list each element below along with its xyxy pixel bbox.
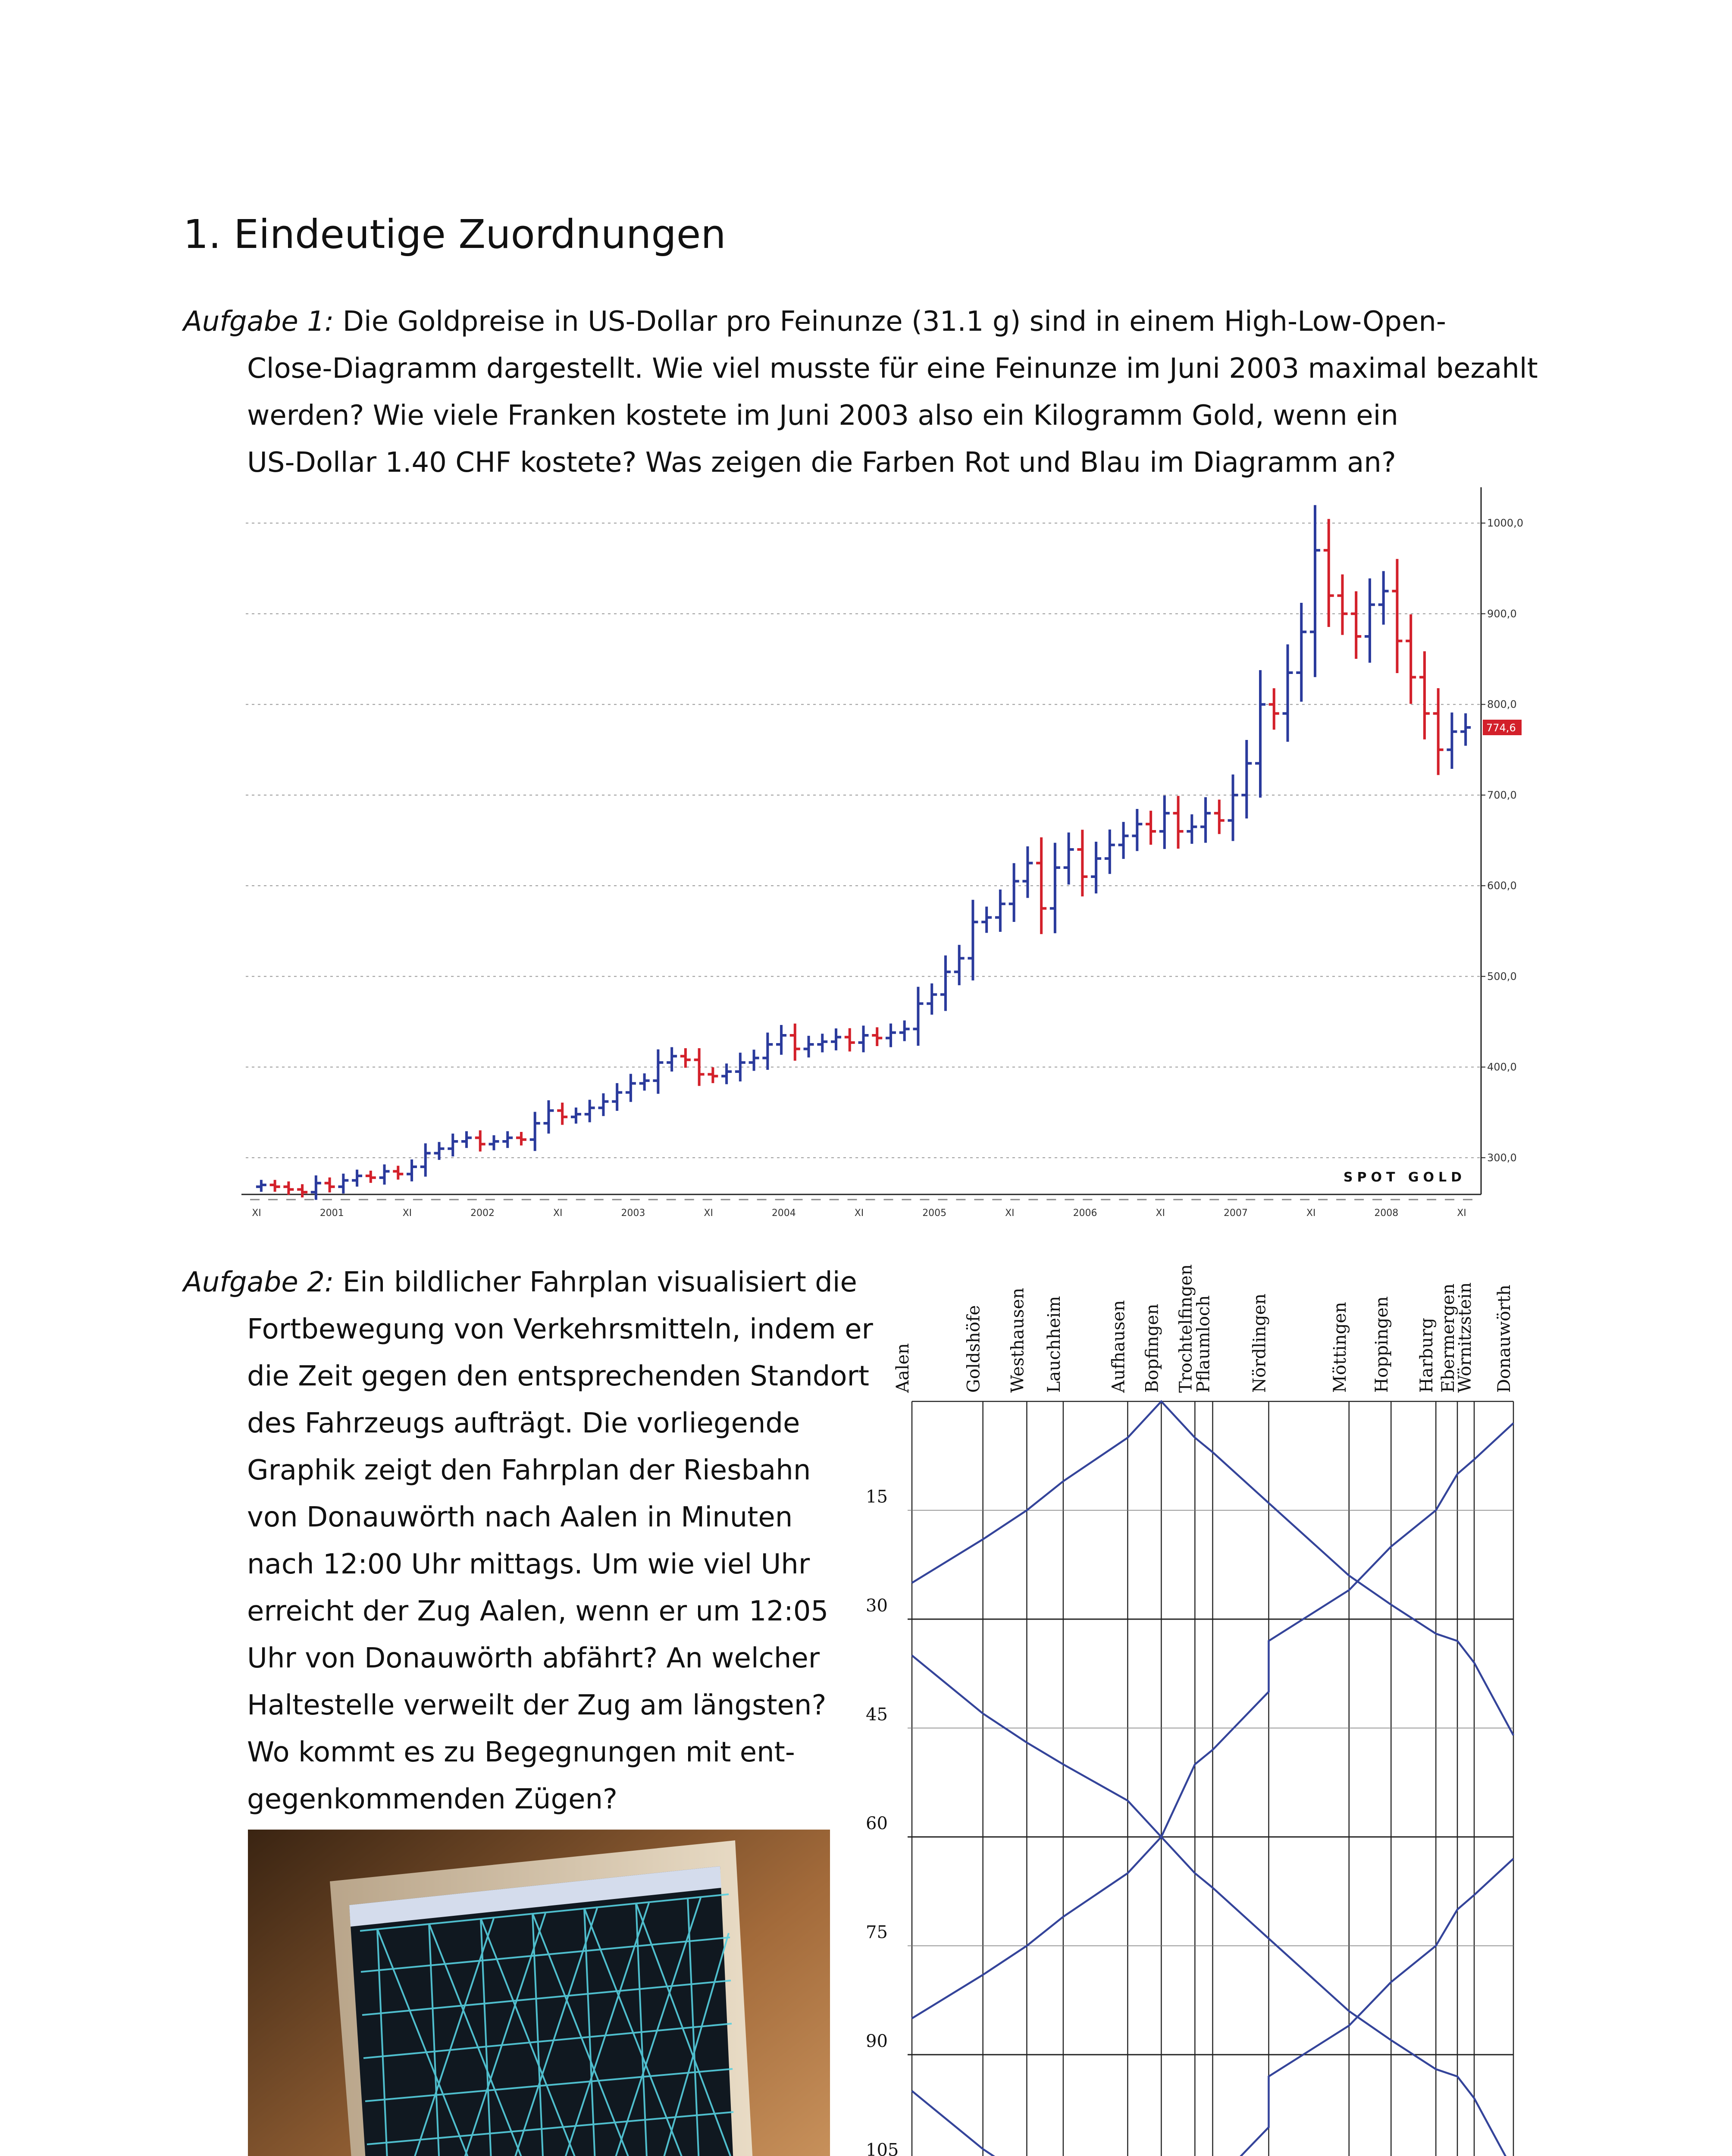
ohlc-bar	[530, 1112, 540, 1151]
ohlc-bar	[927, 984, 937, 1015]
station-label: Bopfingen	[1142, 1304, 1162, 1393]
station-label: Harburg	[1417, 1318, 1437, 1393]
ohlc-bar	[434, 1142, 445, 1160]
ohlc-bar	[1337, 574, 1347, 635]
task-2-line: erreicht der Zug Aalen, wenn er um 12:05	[247, 1595, 829, 1627]
ohlc-bar	[448, 1134, 458, 1156]
ohlc-bar	[886, 1024, 896, 1047]
last-price-label: 774,6	[1486, 721, 1516, 734]
task-2-line: Uhr von Donauwörth abfährt? An welcher	[247, 1642, 820, 1674]
ohlc-bar	[1447, 712, 1457, 769]
ohlc-bar	[653, 1050, 663, 1094]
ohlc-bar	[612, 1083, 622, 1111]
task-2-line: gegenkommenden Zügen?	[247, 1783, 617, 1815]
ohlc-bar	[1406, 614, 1416, 704]
task-1-line: werden? Wie viele Franken kostete im Juni 2003 also ein Kilogramm Gold, wenn ein	[247, 400, 1398, 432]
ohlc-bar	[516, 1132, 526, 1145]
x-tick-label: XI	[854, 1208, 864, 1219]
station-label: Goldshöfe	[964, 1305, 984, 1393]
chart-title: SPOT GOLD	[1343, 1170, 1466, 1185]
ohlc-bar	[1132, 809, 1142, 851]
ohlc-bar	[489, 1135, 499, 1150]
x-tick-label: 2002	[470, 1208, 495, 1219]
ohlc-bar	[393, 1166, 403, 1179]
station-label: Trochtelfingen	[1176, 1264, 1196, 1393]
ohlc-bar	[1105, 830, 1115, 874]
time-tick-label: 30	[866, 1596, 888, 1616]
task-2-line: nach 12:00 Uhr mittags. Um wie viel Uhr	[247, 1548, 810, 1580]
task-2-line: Graphik zeigt den Fahrplan der Riesbahn	[247, 1454, 811, 1486]
ohlc-bar	[338, 1174, 348, 1194]
time-tick-label: 60	[866, 1814, 888, 1833]
ohlc-bar	[817, 1034, 827, 1052]
ohlc-bar	[1460, 713, 1471, 746]
station-label: Nördlingen	[1250, 1293, 1270, 1393]
ohlc-bar	[776, 1025, 786, 1055]
task-2-line: Haltestelle verweilt der Zug am längsten?	[247, 1689, 827, 1721]
x-tick-label: 2003	[621, 1208, 645, 1219]
time-tick-label: 105	[866, 2140, 899, 2156]
ohlc-bar	[256, 1180, 266, 1192]
page-heading: 1. Eindeutige Zuordnungen	[183, 211, 726, 257]
task-2-line: Fortbewegung von Verkehrsmitteln, indem er	[247, 1313, 873, 1345]
ohlc-bar	[557, 1103, 567, 1125]
ohlc-bar	[995, 890, 1005, 932]
station-label: Ebermergen	[1438, 1283, 1459, 1393]
ohlc-bar	[721, 1063, 732, 1084]
ohlc-bar	[790, 1024, 800, 1061]
task-1-line: Close-Diagramm dargestellt. Wie viel musste für eine Feinunze im Juni 2003 maximal bezahlt	[247, 353, 1538, 385]
time-tick-label: 15	[866, 1487, 888, 1507]
task-1-line: US-Dollar 1.40 CHF kostete? Was zeigen die Farben Rot und Blau im Diagramm an?	[247, 447, 1396, 479]
task-1-line: Die Goldpreise in US-Dollar pro Feinunze (31.1 g) sind in einem High-Low-Open-	[334, 306, 1446, 338]
station-label: Wörnitzstein	[1455, 1282, 1475, 1393]
ohlc-bar	[954, 945, 965, 985]
ohlc-bar	[1050, 843, 1060, 934]
ohlc-bar	[1159, 796, 1170, 849]
ohlc-bar	[1064, 833, 1074, 885]
ohlc-bar	[899, 1021, 910, 1041]
ohlc-bar	[1009, 863, 1019, 922]
task-1-label: Aufgabe 1:	[183, 306, 334, 338]
ohlc-bar	[940, 956, 951, 1011]
ohlc-bar	[708, 1067, 718, 1083]
ohlc-bar	[325, 1178, 335, 1193]
ohlc-bar	[1173, 796, 1184, 849]
ohlc-bar	[680, 1048, 691, 1068]
ohlc-bar	[1419, 651, 1430, 739]
ohlc-bar	[571, 1108, 581, 1124]
ohlc-bar	[585, 1100, 595, 1122]
ohlc-bar	[981, 907, 992, 933]
station-label: Pflaumloch	[1193, 1295, 1214, 1393]
ohlc-bar	[1077, 830, 1087, 896]
ohlc-bar	[749, 1050, 759, 1071]
task-2-line: Ein bildlicher Fahrplan visualisiert die	[334, 1266, 857, 1298]
x-tick-label: XI	[704, 1208, 713, 1219]
ohlc-bar	[1228, 774, 1238, 841]
ohlc-bar	[1324, 519, 1334, 627]
ohlc-bar	[845, 1028, 855, 1052]
ohlc-bar	[461, 1131, 472, 1148]
time-tick-label: 45	[866, 1705, 888, 1725]
station-label: Westhausen	[1008, 1288, 1028, 1393]
ohlc-bar	[913, 987, 923, 1046]
ohlc-bar	[420, 1143, 431, 1176]
time-tick-label: 90	[866, 2031, 888, 2051]
ohlc-bar	[639, 1073, 650, 1091]
station-label: Möttingen	[1330, 1302, 1350, 1393]
ohlc-bar	[968, 900, 978, 981]
ohlc-bar	[1269, 688, 1279, 730]
ohlc-bar	[407, 1159, 417, 1181]
ohlc-bar	[352, 1170, 362, 1187]
task-2-line: von Donauwörth nach Aalen in Minuten	[247, 1501, 793, 1533]
ohlc-bar	[1241, 740, 1252, 818]
ohlc-bar	[872, 1027, 882, 1046]
ohlc-bar	[311, 1175, 321, 1200]
ohlc-bar	[1214, 799, 1225, 834]
ohlc-bar	[1296, 603, 1306, 702]
x-tick-label: 2007	[1223, 1208, 1248, 1219]
x-tick-label: XI	[553, 1208, 563, 1219]
ohlc-bar	[1378, 571, 1389, 624]
ohlc-bar	[1365, 578, 1375, 662]
y-tick-label: 700,0	[1487, 789, 1517, 801]
ohlc-bar	[858, 1026, 869, 1053]
x-tick-label: 2004	[771, 1208, 796, 1219]
ohlc-bar	[667, 1047, 677, 1072]
ohlc-bar	[598, 1094, 608, 1116]
ohlc-bar	[543, 1100, 554, 1134]
y-tick-label: 1000,0	[1487, 517, 1523, 530]
ohlc-bar	[1392, 559, 1402, 673]
x-tick-label: XI	[1005, 1208, 1015, 1219]
ohlc-bar	[1255, 670, 1265, 798]
task-2-label: Aufgabe 2:	[183, 1266, 334, 1298]
gold-ohlc-chart	[241, 487, 1523, 1220]
y-tick-label: 800,0	[1487, 698, 1517, 711]
ohlc-bar	[1282, 644, 1293, 742]
ohlc-bar	[762, 1033, 773, 1070]
x-tick-label: 2006	[1073, 1208, 1097, 1219]
station-label: Hoppingen	[1372, 1296, 1392, 1393]
ohlc-bar	[1118, 822, 1129, 859]
x-tick-label: XI	[1156, 1208, 1165, 1219]
station-label: Aalen	[893, 1343, 913, 1393]
x-tick-label: XI	[252, 1208, 261, 1219]
ohlc-bar	[1187, 814, 1197, 843]
task-2	[183, 1259, 873, 1823]
x-tick-label: 2008	[1374, 1208, 1399, 1219]
x-tick-label: 2001	[319, 1208, 344, 1219]
monitor-photo	[248, 1830, 830, 2156]
y-tick-label: 600,0	[1487, 880, 1517, 892]
ohlc-bar	[502, 1131, 513, 1148]
x-tick-label: XI	[1457, 1208, 1466, 1219]
graphic-timetable	[858, 1263, 1544, 2156]
ohlc-bar	[694, 1048, 705, 1086]
ohlc-bar	[1146, 811, 1156, 845]
ohlc-bar	[1022, 846, 1033, 898]
ohlc-bar	[297, 1184, 307, 1197]
ohlc-bar	[475, 1130, 485, 1151]
task-2-line: die Zeit gegen den entsprechenden Standort	[247, 1360, 869, 1392]
ohlc-bar	[1200, 797, 1211, 843]
ohlc-bar	[283, 1181, 294, 1195]
station-label: Donauwörth	[1494, 1285, 1514, 1393]
x-tick-label: XI	[402, 1208, 412, 1219]
ohlc-bar	[1433, 688, 1444, 775]
y-tick-label: 500,0	[1487, 970, 1517, 983]
ohlc-bar	[804, 1036, 814, 1057]
ohlc-bar	[831, 1028, 841, 1050]
task-2-line: des Fahrzeugs aufträgt. Die vorliegende	[247, 1407, 800, 1439]
task-2-line: Wo kommt es zu Begegnungen mit ent-	[247, 1736, 795, 1768]
station-label: Lauchheim	[1044, 1296, 1064, 1393]
ohlc-bar	[626, 1074, 636, 1102]
y-tick-label: 900,0	[1487, 608, 1517, 620]
x-tick-label: XI	[1306, 1208, 1316, 1219]
y-tick-label: 400,0	[1487, 1061, 1517, 1073]
station-label: Aufhausen	[1109, 1300, 1129, 1393]
x-tick-label: 2005	[922, 1208, 947, 1219]
time-tick-label: 75	[866, 1922, 888, 1943]
ohlc-bar	[1351, 591, 1361, 659]
ohlc-bar	[270, 1180, 280, 1192]
y-tick-label: 300,0	[1487, 1151, 1517, 1164]
ohlc-bar	[379, 1164, 390, 1185]
ohlc-bar	[366, 1171, 376, 1183]
ohlc-bar	[1310, 505, 1320, 677]
task-1	[183, 298, 1538, 486]
